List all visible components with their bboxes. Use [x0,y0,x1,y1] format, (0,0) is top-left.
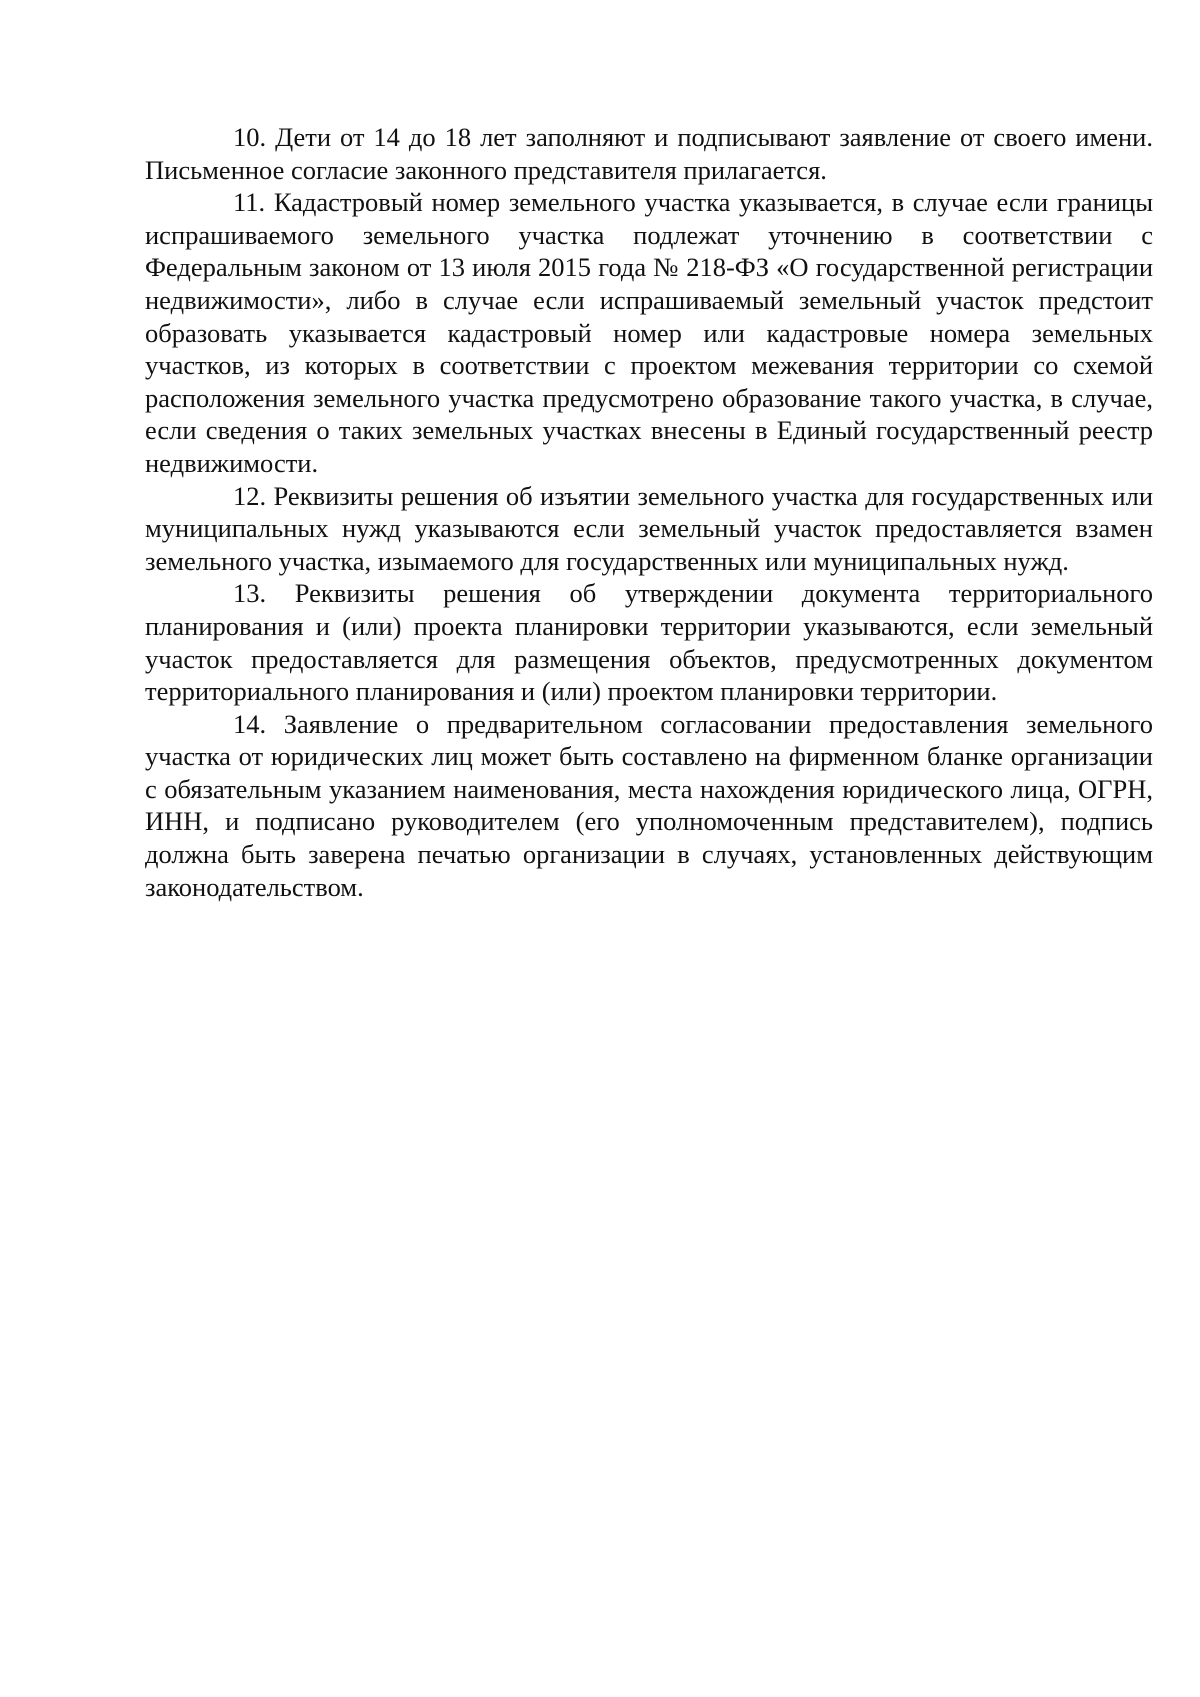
paragraph-text: Реквизиты решения об утверждении документа территориального планирования и (или) проекта планировки территории указываются, если земельный участок предоставляется для размещения объектов, предусмотренных документом территориального планирования и (или) проектом планировки территории. [145,578,1153,707]
paragraph-number: 12. [233,480,267,511]
paragraph-number: 10. [233,122,267,152]
paragraph-text: Дети от 14 до 18 лет заполняют и подписывают заявление от своего имени. Письменное согласие законного представителя прилагается. [145,122,1153,185]
paragraph-14 [145,708,1153,904]
paragraph-10 [145,121,1153,186]
paragraph-number: 11. [233,187,266,218]
paragraph-number: 14. [233,708,267,739]
paragraph-text: Реквизиты решения об изъятии земельного участка для государственных или муниципальных нужд указываются если земельный участок предоставляется взамен земельного участка, изымаемого для государственных или муниципальных нужд. [145,480,1153,576]
document-page [145,121,1153,903]
paragraph-11 [145,186,1153,479]
paragraph-12 [145,480,1153,578]
paragraph-text: Заявление о предварительном согласовании предоставления земельного участка от юридических лиц может быть составлено на фирменном бланке организации с обязательным указанием наименования, места нахождения юридического лица, ОГРН, ИНН, и подписано руководителем (его уполномоченным представителем), подпись должна быть заверена печатью организации в случаях, установленных действующим законодательством. [145,708,1153,902]
paragraph-number: 13. [233,578,267,609]
paragraph-13 [145,577,1153,707]
paragraph-text: Кадастровый номер земельного участка указывается, в случае если границы испрашиваемого земельного участка подлежат уточнению в соответствии с Федеральным законом от 13 июля 2015 года № 218-ФЗ «О государственной регистрации недвижимости», либо в случае если испрашиваемый земельный участок предстоит образовать указывается кадастровый номер или кадастровые номера земельных участков, из которых в соответствии с проектом межевания территории со схемой расположения земельного участка предусмотрено образование такого участка, в случае, если сведения о таких земельных участках внесены в Единый государственный реестр недвижимости. [145,187,1153,478]
